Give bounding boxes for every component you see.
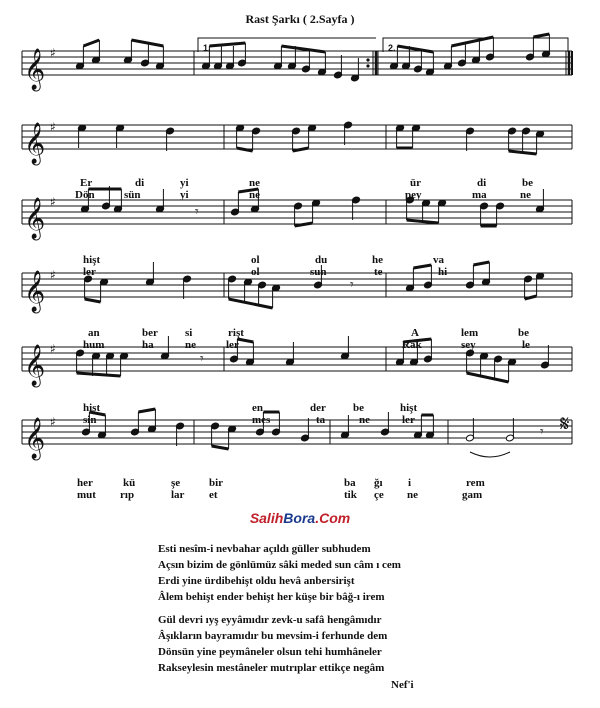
lyric-syllable: rıp (120, 489, 135, 501)
watermark-part-1: Salih (249, 510, 284, 526)
lyric-syllable: ol (251, 266, 260, 278)
lyric-syllable: i (408, 477, 412, 489)
first-ending-label: 1. (203, 43, 211, 53)
watermark-part-3: .Com (315, 510, 351, 526)
lyric-syllable: sun (310, 266, 327, 278)
note-beam (209, 43, 245, 46)
treble-clef-icon: 𝄞 (24, 198, 46, 239)
lyric-syllable: rem (466, 477, 485, 489)
lyric-syllable: te (374, 266, 383, 278)
lyric-syllable: der (310, 402, 326, 414)
lyric-syllable: hum (83, 339, 105, 351)
poem-line: Dönsün yine peymâneler olsun tehi humhâneler (158, 646, 382, 658)
sharp-icon: ♯ (50, 46, 56, 60)
poem-line: Rakseylesin mestâneler mutrıplar ettikçe negâm (158, 662, 385, 674)
lyric-syllable: si (185, 327, 193, 339)
lyric-syllable: hişt (83, 402, 101, 414)
lyric-syllable: şe (171, 477, 181, 489)
lyric-syllable: ha (142, 339, 154, 351)
site-watermark (0, 510, 600, 526)
lyric-syllable: ba (344, 477, 356, 489)
lyric-syllable: yi (180, 177, 189, 189)
lyric-syllable: gam (462, 489, 483, 501)
lyric-syllable: le (522, 339, 530, 351)
eighth-rest-icon: 𝄾 (540, 424, 544, 440)
lyric-syllable: ne (359, 414, 370, 426)
second-ending-label: 2. (388, 43, 396, 53)
lyric-syllable: pey (405, 189, 422, 201)
lyric-syllable: bir (209, 477, 224, 489)
segno-icon: 𝄋 (560, 412, 570, 437)
note-beam (85, 299, 101, 302)
lyric-syllable: ne (185, 339, 196, 351)
lyric-syllable: her (77, 477, 93, 489)
note-beam (83, 40, 99, 46)
note-beam (413, 265, 431, 268)
eighth-rest-icon: 𝄾 (200, 351, 204, 367)
lyric-syllable: ol (251, 254, 260, 266)
lyric-syllable: hişt (83, 254, 101, 266)
note-beam (229, 299, 273, 308)
note-beam (237, 148, 253, 151)
repeat-dot (366, 58, 369, 61)
lyric-syllable: lar (171, 489, 185, 501)
lyric-syllable: Er (80, 177, 93, 189)
poem-line: Gül devri ıyş eyyâmıdır zevk-u safâ hengâmıdır (158, 614, 382, 626)
lyric-syllable: tik (344, 489, 357, 501)
sharp-icon: ♯ (50, 268, 56, 282)
lyric-syllable: hi (438, 266, 448, 278)
lyric-syllable: ta (316, 414, 326, 426)
treble-clef-icon: 𝄞 (24, 49, 46, 90)
lyric-syllable: Dön (75, 189, 95, 201)
sharp-icon: ♯ (50, 415, 56, 429)
sharp-icon: ♯ (50, 342, 56, 356)
sharp-icon: ♯ (50, 120, 56, 134)
page-title: Rast Şarkı ( 2.Sayfa ) (245, 12, 355, 26)
lyric-syllable: di (135, 177, 145, 189)
lyric-syllable: va (433, 254, 444, 266)
lyric-syllable: ne (249, 189, 260, 201)
repeat-dot (366, 64, 369, 67)
poem-stanza-2 (158, 612, 387, 676)
note-beam (131, 40, 163, 46)
poem-line: Açsın bizim de gönlümüz sâki meded sun câm ı cem (158, 559, 401, 571)
lyric-syllable: en (252, 402, 263, 414)
lyric-syllable: yi (180, 189, 189, 201)
note-beam (509, 151, 537, 154)
lyric-syllable: lem (461, 327, 479, 339)
lyric-syllable: ne (520, 189, 531, 201)
treble-clef-icon: 𝄞 (24, 345, 46, 386)
note-beam (533, 34, 549, 37)
lyric-syllable: A (411, 327, 419, 339)
note-beam (295, 223, 313, 226)
note-beam (467, 373, 509, 382)
tie (470, 452, 510, 457)
eighth-rest-icon: 𝄾 (195, 204, 199, 220)
lyric-syllable: ğı (374, 477, 383, 489)
lyric-syllable: ne (249, 177, 260, 189)
lyric-syllable: çe (374, 489, 384, 501)
watermark-part-2: Bora (283, 510, 316, 526)
lyric-syllable: rişt (228, 327, 244, 339)
poem-line: Âşıkların bayramıdır bu mevsim-i ferhunde dem (158, 630, 388, 642)
lyric-syllable: du (315, 254, 328, 266)
lyric-syllable: sin (83, 414, 97, 426)
lyric-syllable: kü (123, 477, 136, 489)
treble-clef-icon: 𝄞 (24, 418, 46, 459)
eighth-rest-icon: 𝄾 (350, 277, 354, 293)
lyric-syllable: mut (77, 489, 96, 501)
lyric-syllable: di (477, 177, 487, 189)
lyric-syllable: ler (83, 266, 96, 278)
lyric-syllable: ür (410, 177, 421, 189)
lyric-syllable: Rak (402, 339, 422, 351)
note-beam (212, 446, 229, 449)
poem-line: Esti nesîm-i nevbahar açıldı güller subhudem (158, 543, 371, 555)
poem-line: Erdi yine ürdibehişt oldu hevâ anbersirişt (158, 575, 355, 587)
lyric-syllable: mes (252, 414, 271, 426)
lyric-syllable: hişt (400, 402, 418, 414)
treble-clef-icon: 𝄞 (24, 271, 46, 312)
lyric-syllable: be (353, 402, 364, 414)
note-beam (293, 148, 309, 151)
lyric-syllable: ber (142, 327, 158, 339)
poem-stanza-1 (158, 541, 401, 605)
note-beam (525, 296, 537, 299)
lyric-syllable: ler (226, 339, 239, 351)
author-name: Nef'i (391, 679, 414, 691)
lyric-syllable: be (522, 177, 533, 189)
lyric-syllable: et (209, 489, 218, 501)
lyric-syllable: ne (407, 489, 418, 501)
lyric-syllable: ma (472, 189, 487, 201)
lyric-syllable: sey (461, 339, 476, 351)
lyric-syllable: an (88, 327, 100, 339)
lyric-syllable: he (372, 254, 383, 266)
lyric-syllable: ler (402, 414, 415, 426)
lyric-syllable: be (518, 327, 529, 339)
note-beam (407, 220, 439, 223)
poem-line: Âlem behişt ender behişt her küşe bir bâğ-ı irem (158, 591, 385, 603)
treble-clef-icon: 𝄞 (24, 123, 46, 164)
note-beam (473, 262, 489, 265)
note-beam (77, 373, 121, 376)
note-beam (237, 339, 253, 342)
sharp-icon: ♯ (50, 195, 56, 209)
note-beam (138, 409, 155, 412)
lyric-syllable: sün (124, 189, 141, 201)
